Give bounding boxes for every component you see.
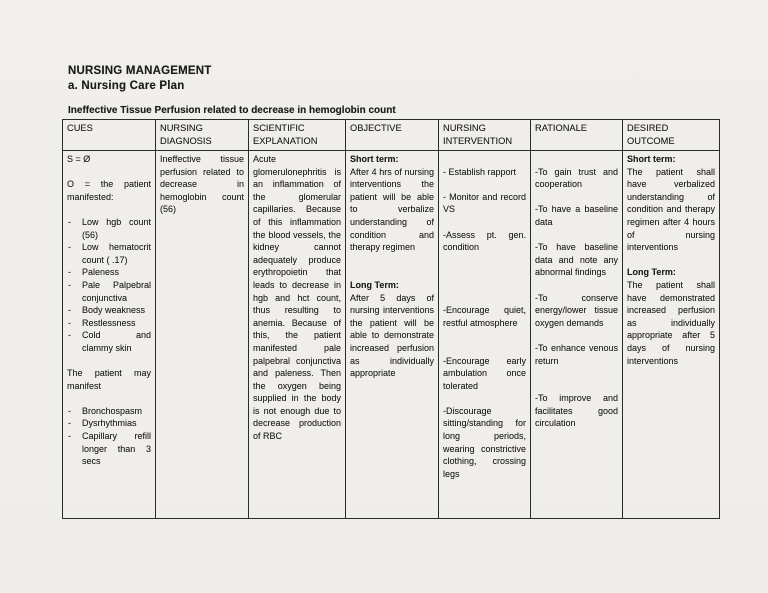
cell-paragraph: -Assess pt. gen. condition: [443, 229, 526, 253]
cell-paragraph: After 5 days of nursing interventions the patient will be able to demonstrate increased perfusion as individually appropriate: [350, 292, 434, 379]
cell-paragraph: After 4 hrs of nursing interventions the patient will be able to verbalize understanding of condition and therapy regimen: [350, 166, 434, 253]
column-header-nursing-intervention: NURSING INTERVENTION: [439, 120, 531, 151]
column-header-scientific-explanation: SCIENTIFIC EXPLANATION: [249, 120, 346, 151]
section-label: Long Term:: [350, 279, 399, 290]
table-caption: Ineffective Tissue Perfusion related to decrease in hemoglobin count: [68, 105, 396, 116]
section-label: Short term:: [627, 154, 676, 164]
cell-paragraph: The patient shall have verbalized understanding of condition and therapy regimen after 4 hours of nursing interventions: [627, 166, 715, 253]
bullet-item: - Dysrhythmias: [67, 417, 151, 430]
cell-paragraph: - Monitor and record VS: [443, 191, 526, 215]
cell-paragraph: -Encourage early ambulation once tolerated: [443, 355, 526, 391]
bullet-item: - Low hgb count (56): [67, 216, 151, 241]
page-title: NURSING MANAGEMENT: [68, 65, 212, 77]
section-label: Long Term:: [627, 267, 676, 278]
cell-desired-outcome: [623, 151, 720, 519]
column-header-objective: OBJECTIVE: [346, 120, 439, 151]
cell-scientific-explanation: [249, 151, 346, 519]
column-header-nursing-diagnosis: NURSING DIAGNOSIS: [156, 120, 249, 151]
cell-paragraph: -To improve and facilitates good circulation: [535, 393, 618, 429]
cell-paragraph: -To conserve energy/lower tissue oxygen demands: [535, 292, 618, 328]
page-subtitle: a. Nursing Care Plan: [68, 80, 185, 92]
document-heading: [68, 64, 212, 94]
bullet-item: - Restlessness: [67, 317, 151, 330]
care-plan-table: [62, 119, 720, 519]
column-header-rationale: RATIONALE: [531, 120, 623, 151]
bullet-item: - Capillary refill longer than 3 secs: [67, 430, 151, 468]
cell-paragraph: Ineffective tissue perfusion related to decrease in hemoglobin count (56): [160, 154, 244, 215]
bullet-item: - Body weakness: [67, 304, 151, 317]
cell-paragraph: -To enhance venous return: [535, 342, 618, 366]
table-row: [63, 151, 720, 519]
cell-paragraph: The patient may manifest: [67, 368, 151, 391]
cell-paragraph: -Discourage sitting/standing for long periods, wearing constrictive clothing, crossing legs: [443, 405, 526, 479]
bullet-item: - Pale Palpebral conjunctiva: [67, 279, 151, 304]
blank-line: [535, 153, 618, 166]
bullet-item: - Low hematocrit count ( .17): [67, 241, 151, 266]
cell-paragraph: O = the patient manifested:: [67, 179, 151, 202]
bullet-list: [67, 405, 151, 468]
cell-objective: [346, 151, 439, 519]
table-body: [63, 151, 720, 519]
cell-paragraph: -To have a baseline data: [535, 204, 618, 227]
bullet-item: - Cold and clammy skin: [67, 329, 151, 354]
blank-line: [443, 153, 526, 166]
cell-nursing-diagnosis: [156, 151, 249, 519]
section-label: Short term:: [350, 154, 399, 164]
bullet-item: - Bronchospasm: [67, 405, 151, 418]
cell-paragraph: -To gain trust and cooperation: [535, 166, 618, 190]
cell-paragraph: S = Ø: [67, 154, 91, 164]
column-header-desired-outcome: DESIRED OUTCOME: [623, 120, 720, 151]
cell-paragraph: The patient shall have demonstrated increased perfusion as individually appropriate after 5 days of nursing interventions: [627, 279, 715, 366]
cell-paragraph: Acute glomerulonephritis is an inflammation of the glomerular capillaries. Because of this inflammation the blood vessels, the kidney cannot adequately produce erythropoietin that leads to decrease in hgb and hct count, thus resulting to anemia. Because of this, the patient manifested pale palpebral conjunctiva and paleness. Then the oxygen being supplied in the body is not enough due to decrease production of RBC: [253, 154, 341, 442]
cell-paragraph: -To have baseline data and note any abnormal findings: [535, 242, 618, 278]
cell-nursing-intervention: [439, 151, 531, 519]
column-header-cues: CUES: [63, 120, 156, 151]
cell-paragraph: - Establish rapport: [443, 166, 517, 177]
bullet-item: - Paleness: [67, 266, 151, 279]
cell-rationale: [531, 151, 623, 519]
table-header-row: [63, 120, 720, 151]
cell-cues: [63, 151, 156, 519]
bullet-list: [67, 216, 151, 355]
cell-paragraph: -Encourage quiet, restful atmosphere: [443, 305, 526, 328]
